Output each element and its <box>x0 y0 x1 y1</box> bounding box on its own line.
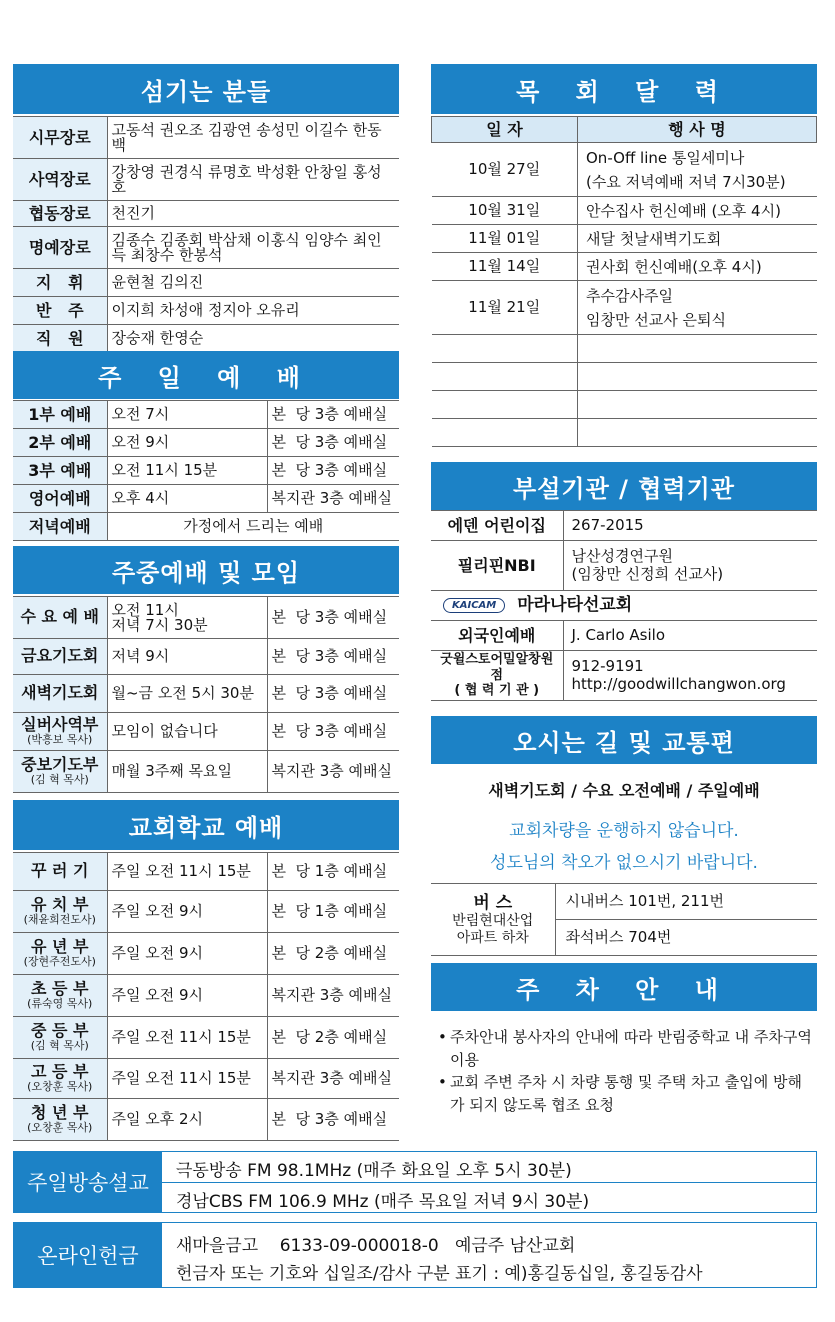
servers-value: 이지희 차성애 정지아 오유리 <box>107 297 399 325</box>
servers-row <box>13 269 399 297</box>
school-leader: (류숙영 목사) <box>27 997 93 1011</box>
school-row <box>13 891 399 933</box>
school-name-cell <box>13 1099 107 1141</box>
school-time: 주일 오전 11시 15분 <box>107 1059 267 1099</box>
weekday-time: 오전 11시 저녁 7시 30분 <box>107 597 267 639</box>
weekday-header <box>13 546 399 594</box>
weekday-place: 본 당 3층 예배실 <box>267 713 399 751</box>
calendar-date <box>432 335 578 363</box>
servers-value: 김종수 김종회 박삼채 이홍식 임양수 최인득 최창수 한봉석 <box>107 227 399 269</box>
calendar-header <box>431 64 817 114</box>
broadcast-title: 주일방송설교 <box>14 1152 162 1212</box>
school-name: 고 등 부 <box>30 1062 89 1082</box>
servers-row <box>13 325 399 353</box>
weekday-row <box>13 675 399 713</box>
weekday-row <box>13 751 399 793</box>
broadcast-line1: 극동방송 FM 98.1MHz (매주 화요일 오후 5시 30분) <box>176 1161 572 1181</box>
sunday-time: 오전 9시 <box>107 429 267 457</box>
school-name-cell <box>13 975 107 1017</box>
calendar-date: 11월 14일 <box>432 253 578 281</box>
servers-title: 섬기는 분들 <box>140 77 272 106</box>
calendar-col-date: 일 자 <box>432 117 578 143</box>
calendar-event: On-Off line 통일세미나 (수요 저녁예배 저녁 7시30분) <box>578 143 817 197</box>
parking-header <box>431 963 817 1011</box>
sunday-header <box>13 351 399 399</box>
school-row <box>13 1017 399 1059</box>
parking-item-text: 주차안내 봉사자의 안내에 따라 반림중학교 내 주차구역 이용 <box>450 1028 812 1069</box>
parking-list <box>438 1026 812 1116</box>
servers-value: 윤현철 김의진 <box>107 269 399 297</box>
sunday-place: 본 당 3층 예배실 <box>267 401 399 429</box>
calendar-event <box>578 335 817 363</box>
calendar-event <box>578 391 817 419</box>
parking-item-text: 교회 주변 주차 시 차량 통행 및 주택 차고 출입에 방해가 되지 않도록 협조 요청 <box>450 1073 802 1114</box>
broadcast-box <box>13 1151 817 1213</box>
calendar-row <box>432 419 817 447</box>
school-name: 초 등 부 <box>30 979 89 999</box>
weekday-row <box>13 713 399 751</box>
sunday-place: 복지관 3층 예배실 <box>267 485 399 513</box>
servers-header <box>13 64 399 114</box>
school-time: 주일 오전 11시 15분 <box>107 853 267 891</box>
affiliates-row <box>431 621 817 651</box>
affiliates-name: 외국인예배 <box>431 621 563 651</box>
servers-label: 직 원 <box>13 325 107 353</box>
weekday-name: 새벽기도회 <box>21 683 99 703</box>
sunday-time: 오전 7시 <box>107 401 267 429</box>
calendar-date <box>432 363 578 391</box>
servers-row <box>13 159 399 201</box>
weekday-leader: (박흥보 목사) <box>27 733 93 747</box>
affiliates-title: 부설기관 / 협력기관 <box>513 474 735 503</box>
sunday-table <box>13 400 399 541</box>
calendar-event: 새달 첫날새벽기도회 <box>578 225 817 253</box>
servers-label: 시무장로 <box>13 117 107 159</box>
servers-row <box>13 227 399 269</box>
sunday-place: 본 당 3층 예배실 <box>267 457 399 485</box>
weekday-name-cell <box>13 713 107 751</box>
school-leader: (오창훈 목사) <box>27 1080 93 1094</box>
school-name-cell <box>13 1059 107 1099</box>
sunday-name: 저녁예배 <box>13 513 107 541</box>
school-name-cell <box>13 933 107 975</box>
weekday-title: 주중예배 및 모임 <box>112 558 300 587</box>
calendar-row <box>432 253 817 281</box>
school-row <box>13 933 399 975</box>
calendar-date <box>432 419 578 447</box>
sunday-time: 오후 4시 <box>107 485 267 513</box>
calendar-date: 10월 27일 <box>432 143 578 197</box>
school-name: 유 치 부 <box>30 895 89 915</box>
weekday-row <box>13 639 399 675</box>
sunday-time: 오전 11시 15분 <box>107 457 267 485</box>
school-place: 본 당 3층 예배실 <box>267 1099 399 1141</box>
bus-cell <box>431 884 555 956</box>
affiliates-name: 에덴 어린이집 <box>431 511 563 541</box>
school-table <box>13 852 399 1141</box>
servers-label: 협동장로 <box>13 201 107 227</box>
school-row <box>13 1099 399 1141</box>
weekday-name-cell <box>13 597 107 639</box>
school-name: 유 년 부 <box>30 937 89 957</box>
servers-label: 사역장로 <box>13 159 107 201</box>
school-place: 본 당 1층 예배실 <box>267 891 399 933</box>
calendar-row <box>432 391 817 419</box>
affiliates-value: J. Carlo Asilo <box>563 621 817 651</box>
weekday-name: 중보기도부 <box>21 755 99 775</box>
sunday-row <box>13 401 399 429</box>
affiliates-row <box>431 511 817 541</box>
calendar-event: 추수감사주일 임창만 선교사 은퇴식 <box>578 281 817 335</box>
bus-stop: 반림현대산업 아파트 하차 <box>452 912 534 946</box>
school-place: 본 당 2층 예배실 <box>267 933 399 975</box>
sunday-row <box>13 485 399 513</box>
school-time: 주일 오전 9시 <box>107 933 267 975</box>
school-name: 중 등 부 <box>30 1021 89 1041</box>
school-place: 복지관 3층 예배실 <box>267 1059 399 1099</box>
affiliates-row <box>431 651 817 701</box>
calendar-row <box>432 143 817 197</box>
affiliates-row <box>431 541 817 591</box>
weekday-name: 수 요 예 배 <box>20 607 100 627</box>
affiliates-table <box>431 510 817 701</box>
calendar-row <box>432 363 817 391</box>
sunday-row <box>13 513 399 541</box>
calendar-date <box>432 391 578 419</box>
servers-label: 지 휘 <box>13 269 107 297</box>
servers-value: 장숭재 한영순 <box>107 325 399 353</box>
school-time: 주일 오전 11시 15분 <box>107 1017 267 1059</box>
affiliates-kaicam-wrap <box>435 596 813 615</box>
servers-label: 명예장로 <box>13 227 107 269</box>
weekday-place: 본 당 3층 예배실 <box>267 597 399 639</box>
parking-item: • 교회 주변 주차 시 차량 통행 및 주택 차고 출입에 방해가 되지 않도록 협조 요청 <box>438 1071 812 1116</box>
school-header <box>13 800 399 850</box>
sunday-name: 1부 예배 <box>13 401 107 429</box>
school-title: 교회학교 예배 <box>128 813 284 842</box>
calendar-date: 11월 21일 <box>432 281 578 335</box>
school-leader: (김 혁 목사) <box>30 1039 89 1053</box>
bus-table <box>431 883 817 956</box>
online-box <box>13 1222 817 1288</box>
servers-value: 고동석 권오조 김광연 송성민 이길수 한동백 <box>107 117 399 159</box>
affiliates-row <box>431 591 817 621</box>
bus-line1: 시내버스 101번, 211번 <box>555 884 817 920</box>
weekday-place: 본 당 3층 예배실 <box>267 639 399 675</box>
bus-label: 버 스 <box>473 892 513 913</box>
weekday-name-cell <box>13 751 107 793</box>
affiliates-name: 굿윌스토어밀알창원점 ( 협 력 기 관 ) <box>431 651 563 701</box>
calendar-event <box>578 419 817 447</box>
school-place: 복지관 3층 예배실 <box>267 975 399 1017</box>
affiliates-kaicam-cell <box>431 591 817 621</box>
school-leader: (오창훈 목사) <box>27 1121 93 1135</box>
calendar-date: 11월 01일 <box>432 225 578 253</box>
servers-table <box>13 116 399 353</box>
weekday-place: 본 당 3층 예배실 <box>267 675 399 713</box>
calendar-event <box>578 363 817 391</box>
affiliates-value: 267-2015 <box>563 511 817 541</box>
servers-label: 반 주 <box>13 297 107 325</box>
school-time: 주일 오후 2시 <box>107 1099 267 1141</box>
calendar-event: 안수집사 헌신예배 (오후 4시) <box>578 197 817 225</box>
school-time: 주일 오전 9시 <box>107 891 267 933</box>
calendar-table <box>431 116 817 447</box>
sunday-row <box>13 457 399 485</box>
calendar-row <box>432 225 817 253</box>
parking-item: • 주차안내 봉사자의 안내에 따라 반림중학교 내 주차구역 이용 <box>438 1026 812 1071</box>
servers-row <box>13 201 399 227</box>
school-name: 꾸 러 기 <box>30 861 89 881</box>
affiliates-value: 남산성경연구원 (임창만 신정희 선교사) <box>563 541 817 591</box>
sunday-merged: 가정에서 드리는 예배 <box>107 513 399 541</box>
weekday-time: 월~금 오전 5시 30분 <box>107 675 267 713</box>
directions-line2: 교회차량을 운행하지 않습니다. <box>509 821 739 841</box>
weekday-name: 실버사역부 <box>21 715 99 735</box>
directions-line1: 새벽기도회 / 수요 오전예배 / 주일예배 <box>488 781 760 800</box>
weekday-time: 매월 3주째 목요일 <box>107 751 267 793</box>
school-place: 본 당 2층 예배실 <box>267 1017 399 1059</box>
directions-title: 오시는 길 및 교통편 <box>513 728 735 757</box>
affiliates-name: 필리핀NBI <box>431 541 563 591</box>
weekday-place: 복지관 3층 예배실 <box>267 751 399 793</box>
weekday-row <box>13 597 399 639</box>
servers-value: 천진기 <box>107 201 399 227</box>
parking-title: 주 차 안 내 <box>516 975 732 1004</box>
sunday-title: 주 일 예 배 <box>98 363 314 392</box>
calendar-row <box>432 281 817 335</box>
online-title: 온라인헌금 <box>14 1223 162 1287</box>
calendar-row <box>432 197 817 225</box>
school-leader: (장현주전도사) <box>23 955 96 969</box>
servers-row <box>13 117 399 159</box>
weekday-time: 저녁 9시 <box>107 639 267 675</box>
calendar-event: 권사회 헌신예배(오후 4시) <box>578 253 817 281</box>
online-line1: 새마을금고 6133-09-000018-0 예금주 남산교회 <box>176 1236 576 1256</box>
school-name-cell <box>13 891 107 933</box>
directions-header <box>431 716 817 764</box>
sunday-name: 3부 예배 <box>13 457 107 485</box>
servers-value: 강창영 권경식 류명호 박성환 안창일 홍성호 <box>107 159 399 201</box>
weekday-name: 금요기도회 <box>21 646 99 666</box>
weekday-time: 모임이 없습니다 <box>107 713 267 751</box>
school-name-cell <box>13 1017 107 1059</box>
school-row <box>13 1059 399 1099</box>
online-line2: 헌금자 또는 기호와 십일조/감사 구분 표기 : 예)홍길동십일, 홍길동감사 <box>176 1264 703 1284</box>
calendar-col-event: 행 사 명 <box>578 117 817 143</box>
sunday-row <box>13 429 399 457</box>
affiliates-header <box>431 462 817 510</box>
weekday-name-cell <box>13 639 107 675</box>
school-name: 청 년 부 <box>30 1103 89 1123</box>
directions-line3: 성도님의 착오가 없으시기 바랍니다. <box>490 853 758 873</box>
weekday-table <box>13 596 399 793</box>
sunday-name: 영어예배 <box>13 485 107 513</box>
school-row <box>13 853 399 891</box>
affiliates-value: 912-9191 http://goodwillchangwon.org <box>563 651 817 701</box>
sunday-place: 본 당 3층 예배실 <box>267 429 399 457</box>
kaicam-logo: KAICAM <box>443 598 505 613</box>
bus-line2: 좌석버스 704번 <box>555 920 817 956</box>
school-name-cell <box>13 853 107 891</box>
school-row <box>13 975 399 1017</box>
sunday-name: 2부 예배 <box>13 429 107 457</box>
calendar-title: 목 회 달 력 <box>516 77 732 106</box>
school-leader: (채윤희전도사) <box>23 913 96 927</box>
broadcast-line2: 경남CBS FM 106.9 MHz (매주 목요일 저녁 9시 30분) <box>176 1192 590 1212</box>
affiliates-value: 마라나타선교회 <box>517 595 633 616</box>
weekday-name-cell <box>13 675 107 713</box>
school-time: 주일 오전 9시 <box>107 975 267 1017</box>
calendar-date: 10월 31일 <box>432 197 578 225</box>
weekday-leader: (김 혁 목사) <box>30 773 89 787</box>
calendar-row <box>432 335 817 363</box>
school-place: 본 당 1층 예배실 <box>267 853 399 891</box>
servers-row <box>13 297 399 325</box>
